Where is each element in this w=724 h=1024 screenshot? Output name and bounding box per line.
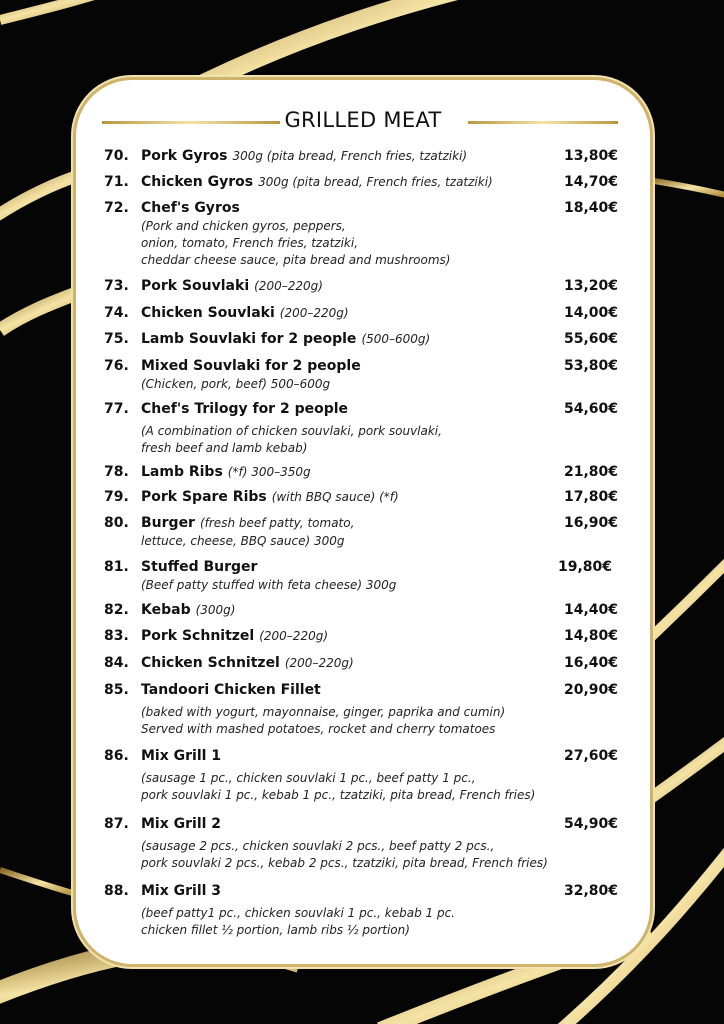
item-description-line: pork souvlaki 2 pcs., kebab 2 pcs., tzatziki, pita bread, French fries)	[141, 856, 548, 870]
item-number: 85.	[104, 682, 129, 698]
item-number: 77.	[104, 401, 129, 417]
item-price: 16,40€	[563, 655, 618, 671]
item-description-line: pork souvlaki 1 pc., kebab 1 pc., tzatziki, pita bread, French fries)	[141, 788, 536, 802]
item-name: Lamb Ribs	[141, 464, 223, 480]
item-number: 75.	[104, 331, 129, 347]
item-name: Mix Grill 3	[141, 883, 222, 899]
item-price: 18,40€	[563, 200, 618, 216]
item-number: 73.	[104, 278, 129, 294]
item-name: Chicken Souvlaki	[141, 305, 275, 321]
item-inline-description: (fresh beef patty, tomato,	[199, 516, 355, 530]
item-description-line: chicken fillet ½ portion, lamb ribs ½ portion)	[141, 923, 410, 937]
item-description-line: (sausage 2 pcs., chicken souvlaki 2 pcs., beef patty 2 pcs.,	[141, 839, 495, 853]
item-name: Pork Spare Ribs	[141, 489, 267, 505]
item-title-line	[141, 515, 354, 531]
item-title-line	[141, 816, 221, 832]
item-title-line	[141, 331, 430, 347]
item-number: 79.	[104, 489, 129, 505]
item-price: 54,90€	[563, 816, 618, 832]
item-name: Lamb Souvlaki for 2 people	[141, 331, 357, 347]
item-title-line	[141, 559, 257, 575]
item-name: Tandoori Chicken Fillet	[141, 682, 321, 698]
item-description-line: (Beef patty stuffed with feta cheese) 300g	[141, 578, 397, 592]
item-title-line	[141, 305, 349, 321]
title-divider-left	[102, 121, 280, 124]
item-name: Pork Schnitzel	[141, 628, 255, 644]
item-title-line	[141, 401, 348, 417]
section-header	[76, 108, 650, 138]
item-price: 14,00€	[563, 305, 618, 321]
item-name: Mix Grill 1	[141, 748, 222, 764]
item-name: Burger	[141, 515, 195, 531]
item-price: 20,90€	[563, 682, 618, 698]
item-inline-description: (*f) 300–350g	[227, 465, 311, 479]
item-price: 14,70€	[563, 174, 618, 190]
item-price: 55,60€	[563, 331, 618, 347]
item-title-line	[141, 358, 361, 374]
item-title-line	[141, 278, 323, 294]
item-price: 21,80€	[563, 464, 618, 480]
item-price: 54,60€	[563, 401, 618, 417]
item-name: Chef's Trilogy for 2 people	[141, 401, 349, 417]
item-price: 27,60€	[563, 748, 618, 764]
item-description-line: onion, tomato, French fries, tzatziki,	[141, 236, 359, 250]
item-description-line: (beef patty1 pc., chicken souvlaki 1 pc., kebab 1 pc.	[141, 906, 455, 920]
item-description-line: (A combination of chicken souvlaki, pork souvlaki,	[141, 424, 442, 438]
item-description-line: Served with mashed potatoes, rocket and cherry tomatoes	[141, 722, 496, 736]
item-description-line: (Pork and chicken gyros, peppers,	[141, 219, 346, 233]
menu-card	[76, 80, 650, 964]
item-number: 86.	[104, 748, 129, 764]
item-number: 81.	[104, 559, 129, 575]
item-title-line	[141, 602, 235, 618]
item-inline-description: (500–600g)	[361, 332, 431, 346]
item-price: 53,80€	[563, 358, 618, 374]
item-name: Chef's Gyros	[141, 200, 240, 216]
item-price: 13,80€	[563, 148, 618, 164]
item-name: Chicken Schnitzel	[141, 655, 280, 671]
item-number: 71.	[104, 174, 129, 190]
item-price: 19,80€	[557, 559, 612, 575]
item-number: 80.	[104, 515, 129, 531]
item-price: 14,40€	[563, 602, 618, 618]
item-title-line	[141, 682, 321, 698]
item-description-line: (baked with yogurt, mayonnaise, ginger, paprika and cumin)	[141, 705, 506, 719]
item-name: Mix Grill 2	[141, 816, 222, 832]
item-title-line	[141, 748, 221, 764]
item-name: Pork Gyros	[141, 148, 228, 164]
item-name: Stuffed Burger	[141, 559, 258, 575]
item-description-line: lettuce, cheese, BBQ sauce) 300g	[141, 534, 345, 548]
item-number: 72.	[104, 200, 129, 216]
item-title-line	[141, 883, 221, 899]
item-inline-description: (with BBQ sauce) (*f)	[271, 490, 399, 504]
item-inline-description: (200–220g)	[284, 656, 354, 670]
item-inline-description: 300g (pita bread, French fries, tzatziki)	[258, 175, 493, 189]
section-title: GRILLED MEAT	[284, 108, 442, 132]
item-inline-description: 300g (pita bread, French fries, tzatziki)	[232, 149, 468, 163]
item-inline-description: (300g)	[195, 603, 236, 617]
item-name: Kebab	[141, 602, 191, 618]
item-number: 84.	[104, 655, 129, 671]
item-name: Mixed Souvlaki for 2 people	[141, 358, 361, 374]
item-price: 16,90€	[563, 515, 618, 531]
item-title-line	[141, 174, 493, 190]
item-number: 74.	[104, 305, 129, 321]
item-title-line	[141, 200, 240, 216]
item-number: 78.	[104, 464, 129, 480]
item-number: 82.	[104, 602, 129, 618]
item-price: 32,80€	[563, 883, 618, 899]
item-title-line	[141, 148, 467, 164]
item-number: 87.	[104, 816, 129, 832]
item-number: 83.	[104, 628, 129, 644]
item-title-line	[141, 655, 354, 671]
item-inline-description: (200–220g)	[254, 279, 323, 293]
item-title-line	[141, 464, 311, 480]
title-divider-right	[468, 121, 618, 124]
item-title-line	[141, 628, 328, 644]
item-price: 13,20€	[563, 278, 618, 294]
item-title-line	[141, 489, 399, 505]
item-name: Pork Souvlaki	[141, 278, 250, 294]
item-number: 70.	[104, 148, 129, 164]
item-inline-description: (200–220g)	[279, 306, 349, 320]
item-number: 76.	[104, 358, 129, 374]
item-number: 88.	[104, 883, 129, 899]
item-description-line: (Chicken, pork, beef) 500–600g	[141, 377, 331, 391]
item-inline-description: (200–220g)	[259, 629, 329, 643]
item-description-line: (sausage 1 pc., chicken souvlaki 1 pc., beef patty 1 pc.,	[141, 771, 476, 785]
item-description-line: cheddar cheese sauce, pita bread and mushrooms)	[141, 253, 451, 267]
item-name: Chicken Gyros	[141, 174, 254, 190]
item-price: 17,80€	[563, 489, 618, 505]
item-price: 14,80€	[563, 628, 618, 644]
item-description-line: fresh beef and lamb kebab)	[141, 441, 308, 455]
